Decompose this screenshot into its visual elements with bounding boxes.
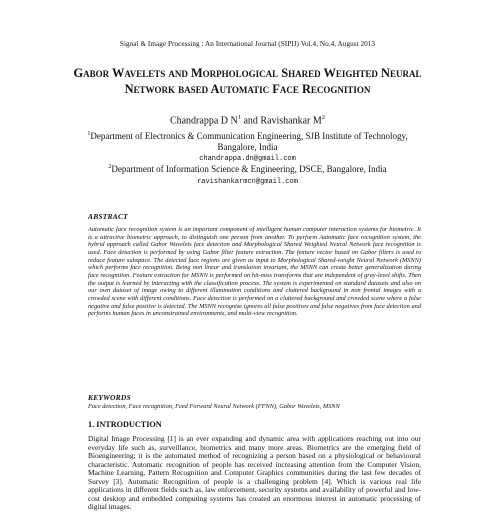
abstract-body: Automatic face recognition system is an important component of intelligent human computer interaction systems for biometric. It is a attractive biometric approach, to distinguish one person from another. To perform Automatic face recognition system, the hybrid approach called Gabor Wavelets face detection and Morphological Shared Weighted Neural Network face recognition is used. Face detection is performed by using Gabor filter feature extraction. The feature vector based on Gabor filters is used to reduce feature subspace. The detected face regions are given as input to Morphological Shared-weight Neural Network (MSNN) which performs face recognition. Being non linear and translation invariant, the MSNN can create better generalization during face recognition. Feature extraction for MSNN is performed on hit-miss transforms that are independent of gray-level shifts. Then the output is learned by interacting with the classification process. The system is experimented on standard datasets and also on our own dataset of image owing to different illumination conditions and cluttered background in non frontal images with a crowded scene with different conditions. Face detection is performed on a cluttered background and crowded scene where a false negative and false positive is detected. The MSNN recognize ignores all false positives and false negatives from face detection and performs human faces in unconstrained environments, and multi-view recognition. — [88, 226, 421, 318]
affiliation-2-sup: 2 — [108, 164, 112, 170]
affiliation-1-city: Bangalore, India — [217, 141, 278, 152]
running-head: Signal & Image Processing : An International Journal (SIPIJ) Vol.4, No.4, August 2013 — [119, 40, 376, 48]
abstract-heading: ABSTRACT — [88, 212, 128, 221]
author-2-name: Ravishankar M — [260, 115, 322, 127]
author-line — [0, 114, 495, 126]
introduction-heading: 1. INTRODUCTION — [88, 420, 162, 429]
affiliation-2-text: Department of Information Science & Engineering, DSCE, Bangalore, India — [111, 164, 387, 174]
keywords-heading: KEYWORDS — [88, 393, 131, 402]
affiliation-2 — [60, 162, 435, 187]
affiliation-1 — [60, 129, 435, 165]
affiliation-2-email: ravishankarmcn@gmail.com — [197, 177, 298, 186]
affiliation-1-email: chandrappa.dn@gmail.com — [199, 155, 296, 163]
introduction-body: Digital Image Processing [1] is an ever expanding and dynamic area with applications reaching out into our everyday life such as, surveillance, biometrics and many more areas. Biometrics are the emerging field of Bioengineering; it is the automated method of recognizing a person based on a physiological or behavioural characteristic. Automatic recognition of people has received increasing attention from the Computer Vision, Machine Learning, Pattern Recognition and Computer Graphics communities during the last few decades of Survey [3]. Automatic Recognition of people is a challenging problem [4]. Which is various real life applications in different fields such as, law enforcement, security systems and availability of powerful and low-cost desktop and embedded computing systems has created an enormous interest in automatic processing of digital images. — [88, 434, 421, 511]
affiliation-1-text: Department of Electronics & Communication Engineering, SJB Institute of Technology, — [90, 131, 408, 141]
author-1-name: Chandrappa D N — [169, 115, 238, 127]
keywords-body: Face detection, Face recognition, Feed Forward Neural Network (FFNN), Gabor Wavelets, MSNN — [88, 403, 340, 410]
author-1-sup: 1 — [237, 114, 241, 121]
affiliation-1-sup: 1 — [87, 131, 91, 137]
author-2-sup: 2 — [321, 114, 326, 121]
paper-title: Gabor Wavelets and Morphological Shared Weighted Neural Network based Automatic Face Recognition — [73, 66, 422, 96]
author-conjunction: and — [243, 115, 258, 127]
